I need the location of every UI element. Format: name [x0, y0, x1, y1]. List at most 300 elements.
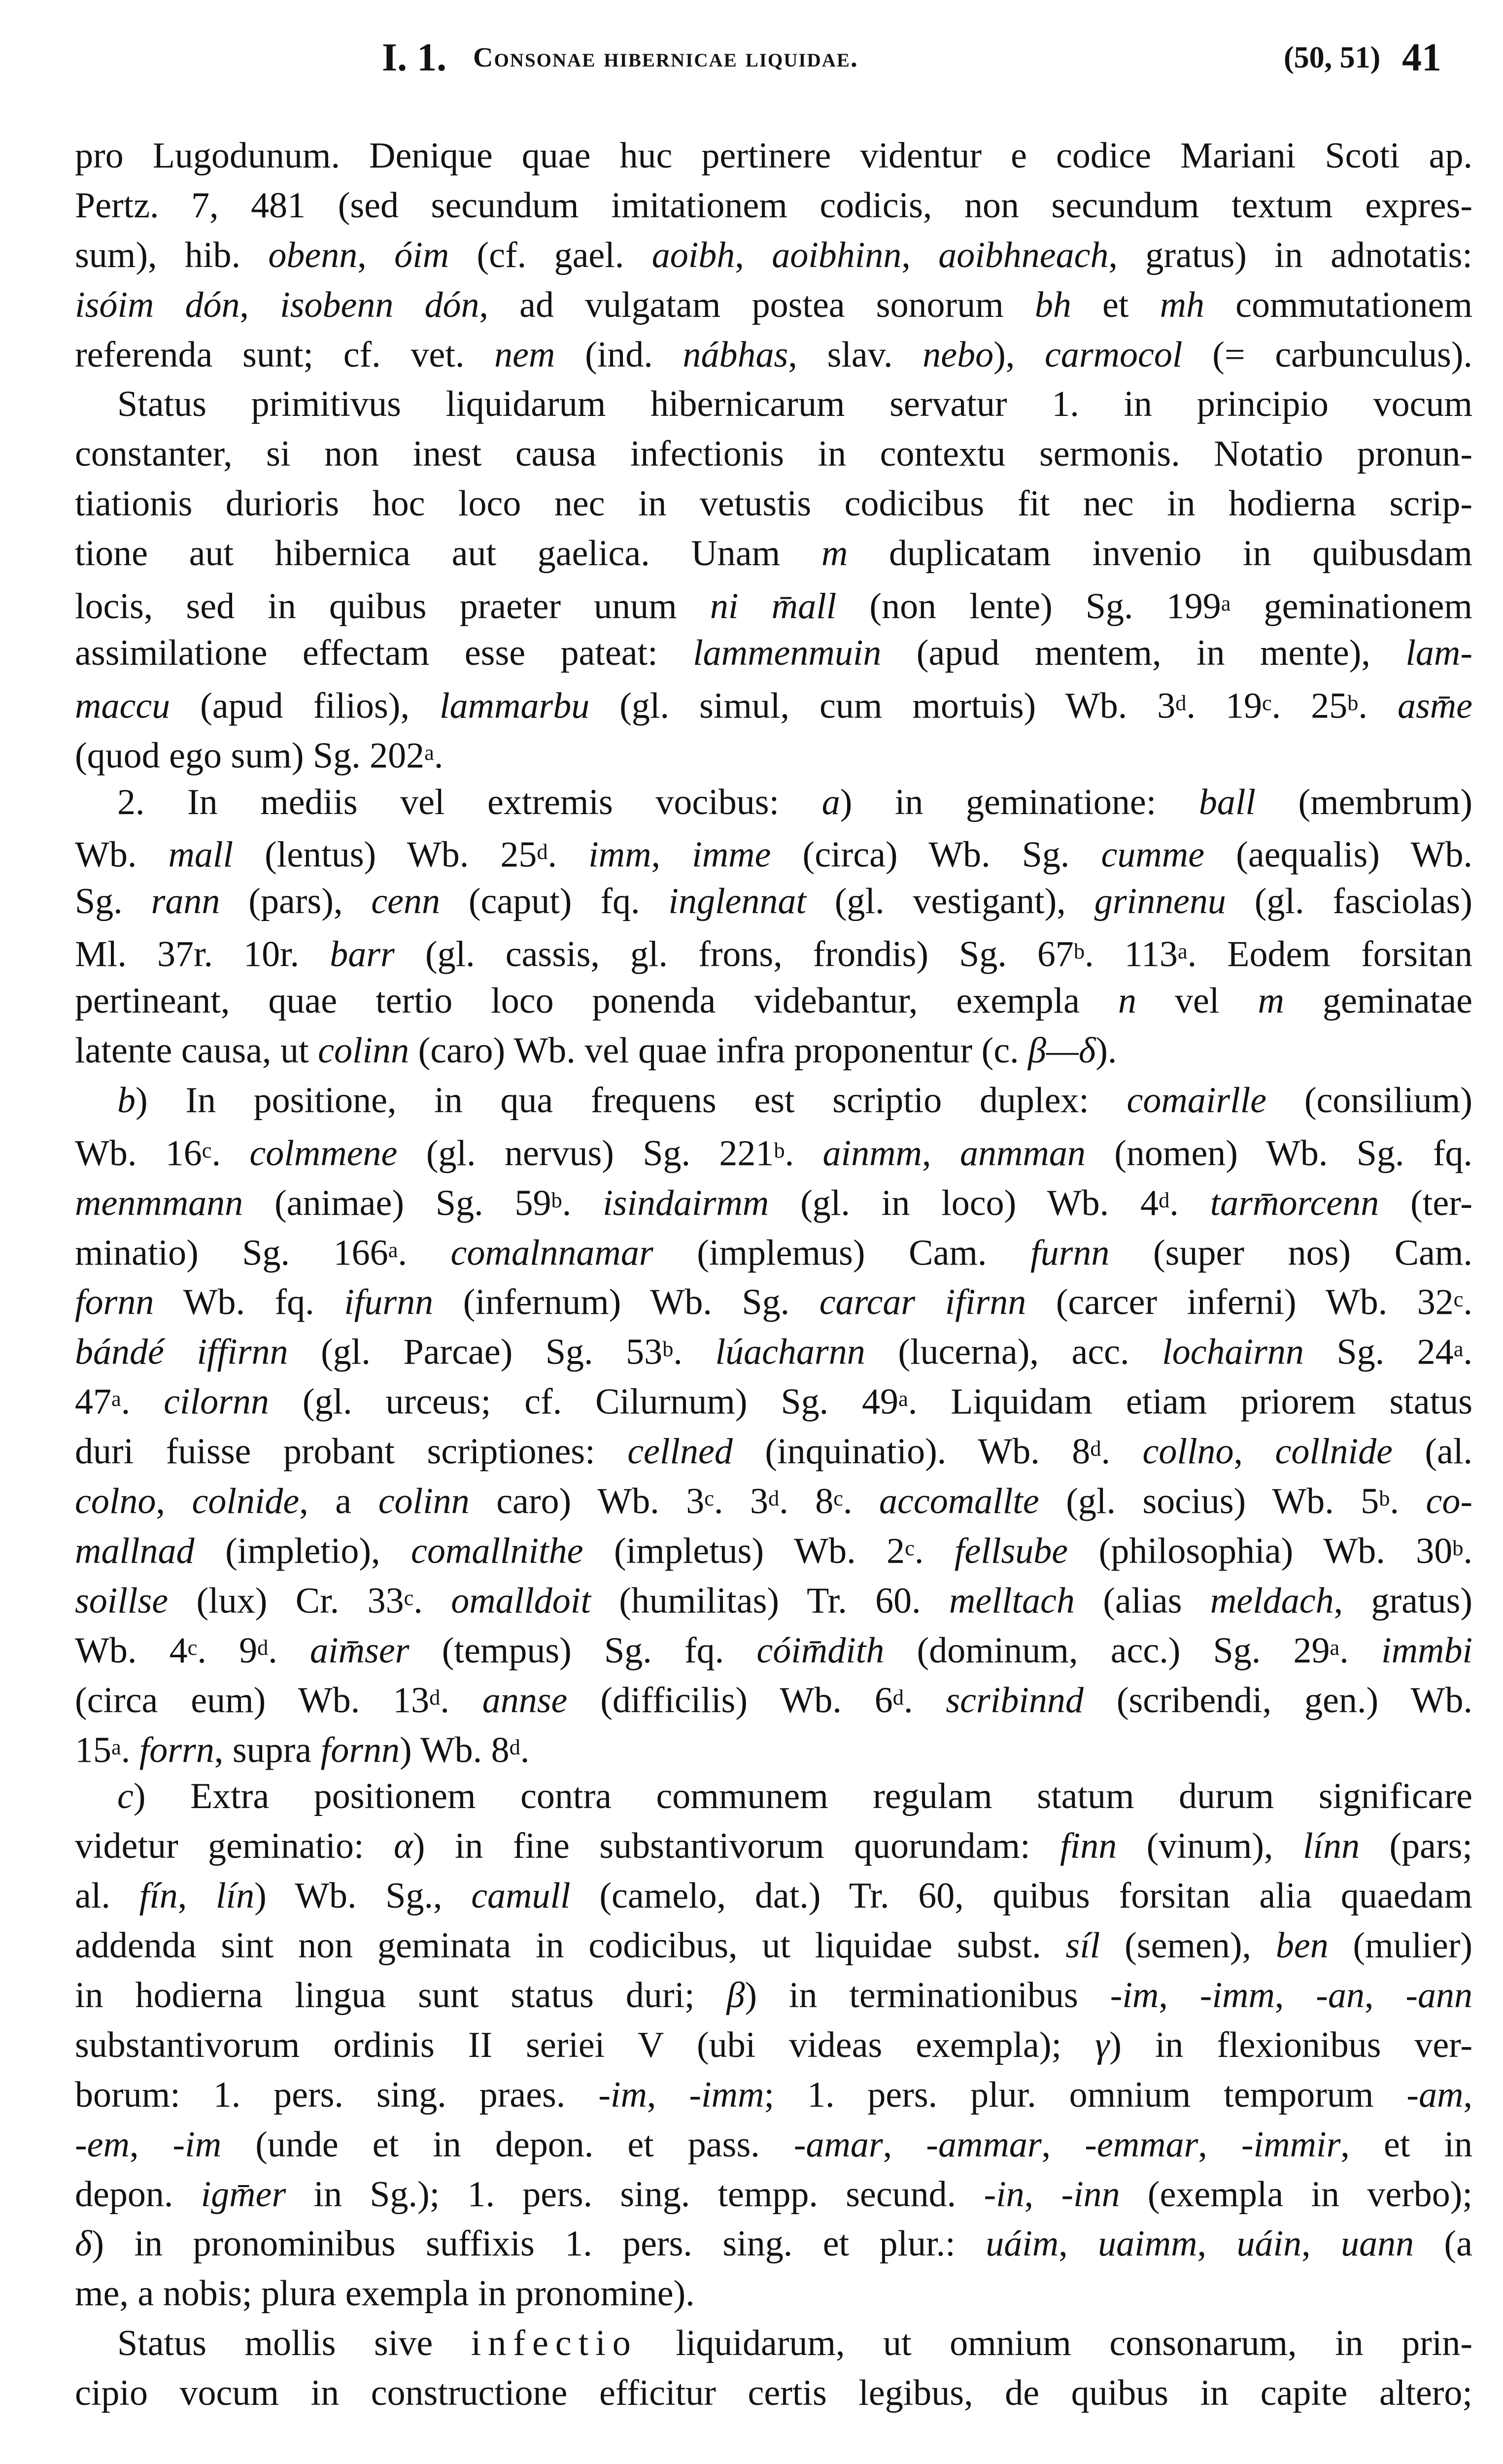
italic-word: accomallte: [879, 1481, 1039, 1522]
italic-word: colinn: [318, 1030, 410, 1071]
text-run: ,: [156, 1481, 192, 1522]
text-run: ; 1. pers. plur. omnium temporum: [764, 2074, 1407, 2115]
text-line: [75, 1026, 1472, 1076]
text-line: [75, 429, 1472, 479]
italic-word: tarm̄orcenn: [1210, 1183, 1379, 1224]
text-line: [75, 2170, 1472, 2220]
italic-word: igm̄er: [201, 2174, 286, 2215]
text-run: ,: [1159, 1975, 1200, 2016]
text-run: tione aut hibernica aut gaelica. Unam: [75, 533, 821, 574]
text-line-content: [75, 728, 443, 781]
italic-word: -imm: [1199, 1975, 1275, 2016]
text-line: [75, 1126, 1472, 1175]
text-run: (impletio),: [194, 1531, 411, 1572]
text-run: .: [413, 1580, 451, 1621]
text-line-content: [75, 330, 1472, 380]
text-run: caro) Wb. 3: [469, 1481, 705, 1522]
text-line: [75, 131, 1472, 181]
text-run: .: [1463, 1282, 1472, 1323]
text-line: [75, 1871, 1472, 1921]
text-line-content: [75, 1623, 1472, 1676]
italic-word: colmmene: [249, 1133, 398, 1174]
text-run: ,: [1463, 2074, 1473, 2115]
text-run: Ml. 37r. 10r.: [75, 934, 330, 975]
italic-word: -amar: [793, 2124, 883, 2165]
text-line-content: [117, 778, 1472, 827]
text-run: ,: [1059, 2224, 1098, 2264]
text-run: . Liquidam etiam priorem status: [908, 1381, 1473, 1422]
text-run: (mulier): [1328, 1925, 1472, 1966]
italic-word: a: [821, 782, 840, 822]
text-line-content: [117, 1076, 1472, 1126]
text-run: .: [785, 1133, 823, 1174]
italic-word: carmocol: [1044, 334, 1183, 375]
text-line-content: [75, 2219, 1472, 2269]
text-run: ) in pronominibus suffixis 1. pers. sing. et plur.:: [92, 2224, 986, 2264]
superscript: d: [892, 1684, 904, 1710]
italic-word: immbi: [1381, 1630, 1473, 1671]
paragraph-range: (50, 51): [1284, 41, 1381, 74]
text-run: substantivorum ordinis II seriei V (ubi videas exempla);: [75, 2024, 1095, 2065]
italic-word: nem: [494, 334, 555, 375]
italic-word: nábhas: [683, 334, 788, 375]
text-run: ) Wb. 8: [400, 1730, 510, 1771]
italic-word: colno: [75, 1481, 156, 1522]
text-run: referenda sunt; cf. vet.: [75, 334, 495, 375]
text-run: (circa eum) Wb. 13: [75, 1680, 430, 1721]
text-line: [75, 2368, 1472, 2418]
italic-word: -im: [1110, 1975, 1159, 2016]
text-run: .: [121, 1381, 164, 1422]
text-run: (scribendi, gen.) Wb.: [1083, 1680, 1473, 1721]
italic-word: rann: [151, 881, 220, 922]
text-run: latente causa, ut: [75, 1030, 318, 1071]
text-run: pertineant, quae tertio loco ponenda videbantur, exempla: [75, 981, 1119, 1022]
text-run: ,: [1041, 2124, 1085, 2165]
text-run: (camelo, dat.) Tr. 60, quibus forsitan alia quaedam: [570, 1876, 1472, 1916]
italic-word: -ann: [1405, 1975, 1473, 2016]
text-run: 2. In mediis vel extremis vocibus:: [117, 782, 822, 822]
superscript: a: [1221, 591, 1231, 616]
text-run: me, a nobis; plura exempla in pronomine).: [75, 2273, 695, 2314]
superscript: d: [1090, 1436, 1101, 1461]
italic-word: aoibhinn: [772, 235, 902, 275]
superscript: d: [429, 1684, 441, 1710]
text-line-content: [75, 1274, 1472, 1327]
text-run: sum), hib.: [75, 235, 269, 275]
text-line-content: [75, 1673, 1472, 1725]
text-run: (infernum) Wb. Sg.: [433, 1282, 820, 1323]
italic-word: colnide: [192, 1481, 300, 1522]
superscript: c: [833, 1486, 843, 1511]
text-line: [75, 976, 1472, 1026]
text-run: .: [903, 1680, 946, 1721]
text-run: depon.: [75, 2174, 201, 2215]
running-title: Consonae hibernicae liquidae.: [473, 42, 858, 73]
italic-word: fellsube: [954, 1531, 1068, 1572]
text-line: [75, 1821, 1472, 1871]
text-run: (vinum),: [1117, 1826, 1303, 1867]
italic-word: annse: [482, 1680, 568, 1721]
text-run: .: [562, 1183, 603, 1224]
text-run: (lucerna), acc.: [865, 1332, 1162, 1372]
text-line-content: [75, 2269, 695, 2319]
text-run: 15: [75, 1730, 111, 1771]
italic-word: uaimm: [1098, 2224, 1197, 2264]
text-run: .: [1463, 1332, 1473, 1372]
text-line: [117, 778, 1472, 827]
text-line-content: [75, 1424, 1472, 1476]
text-line: [75, 1573, 1472, 1623]
italic-word: lochairnn: [1162, 1332, 1304, 1372]
text-run: assimilatione effectam esse pateat:: [75, 632, 693, 673]
italic-word: co-: [1426, 1481, 1472, 1522]
text-line: [75, 2070, 1472, 2120]
text-run: Sg. 24: [1303, 1332, 1454, 1372]
text-line-content: [75, 1921, 1472, 1971]
italic-word: lúacharnn: [715, 1332, 865, 1372]
italic-word: cilornn: [164, 1381, 269, 1422]
text-run: ,: [1364, 1975, 1406, 2016]
text-line: [75, 1722, 1472, 1772]
text-run: vel: [1136, 981, 1258, 1022]
text-run: locis, sed in quibus praeter unum: [75, 586, 710, 627]
text-run: (alias: [1074, 1580, 1210, 1621]
text-run: (= carbunculus).: [1182, 334, 1472, 375]
italic-word: comairlle: [1127, 1080, 1267, 1121]
text-line-content: [75, 1573, 1472, 1626]
text-run: ,: [1197, 2224, 1237, 2264]
text-run: ,: [883, 2124, 926, 2165]
italic-word: finn: [1060, 1826, 1117, 1867]
text-line: [75, 1921, 1472, 1971]
text-run: duri fuisse probant scriptiones:: [75, 1431, 628, 1472]
italic-word: ben: [1275, 1925, 1329, 1966]
text-run: geminationem: [1230, 586, 1472, 627]
text-run: ,: [1274, 1975, 1316, 2016]
text-run: (animae) Sg. 59: [243, 1183, 551, 1224]
text-run: (caput) fq.: [440, 881, 669, 922]
text-line: [117, 1772, 1472, 1821]
text-line-content: [75, 976, 1472, 1026]
text-line: [75, 1374, 1472, 1424]
text-run: ,: [922, 1133, 960, 1174]
text-run: (consilium): [1266, 1080, 1472, 1121]
text-line-content: [75, 429, 1472, 479]
text-line: [117, 379, 1472, 429]
italic-word: meldach: [1210, 1580, 1334, 1621]
text-line-content: [75, 1473, 1472, 1526]
text-line: [75, 1673, 1472, 1722]
text-run: .: [1101, 1431, 1143, 1472]
superscript: d: [257, 1635, 269, 1660]
italic-word: c: [117, 1776, 134, 1817]
italic-word: α: [393, 1826, 413, 1867]
text-run: ) In positione, in qua frequens est scriptio duplex:: [136, 1080, 1127, 1121]
text-run: Status primitivus liquidarum hibernicarum servatur 1. in principio vocum: [117, 384, 1472, 425]
italic-word: cumme: [1101, 835, 1205, 875]
text-run: (pars;: [1360, 1826, 1472, 1867]
text-run: geminatae: [1284, 981, 1473, 1022]
text-line-content: [117, 2319, 1472, 2368]
italic-word: omalldoit: [451, 1580, 591, 1621]
text-run: ,: [735, 235, 772, 275]
text-run: ).: [1095, 1030, 1117, 1071]
italic-word: maccu: [75, 685, 171, 726]
text-run: (non lente) Sg. 199: [836, 586, 1221, 627]
superscript: b: [774, 1137, 785, 1163]
superscript: b: [1379, 1486, 1390, 1511]
superscript: c: [704, 1486, 714, 1511]
superscript: a: [424, 740, 434, 765]
text-line-content: [75, 1026, 1117, 1076]
text-run: (a: [1414, 2224, 1473, 2264]
text-line-content: [75, 926, 1472, 979]
text-run: ,: [901, 235, 939, 275]
italic-word: bándé iffirnn: [75, 1332, 288, 1372]
text-run: (aequalis) Wb.: [1204, 835, 1473, 875]
text-run: ,: [647, 2074, 689, 2115]
text-line-content: [75, 877, 1472, 926]
text-run: Wb. 16: [75, 1133, 202, 1174]
text-run: .: [1390, 1481, 1426, 1522]
italic-word: m: [1258, 981, 1284, 1022]
italic-word: camull: [471, 1876, 571, 1916]
italic-word: línn: [1302, 1826, 1360, 1867]
text-line: [75, 529, 1472, 579]
superscript: b: [1452, 1535, 1464, 1560]
text-line: [75, 1473, 1472, 1523]
superscript: c: [1262, 690, 1272, 715]
superscript: d: [768, 1486, 780, 1511]
italic-word: comalnnamar: [450, 1232, 653, 1273]
text-run: cipio vocum in constructione efficitur certis legibus, de quibus in capite altero;: [75, 2373, 1472, 2414]
italic-word: δ: [75, 2224, 92, 2264]
text-line-content: [75, 181, 1472, 231]
text-run: , ad vulgatam postea sonorum: [479, 284, 1035, 325]
italic-word: -im: [598, 2074, 647, 2115]
italic-word: β—δ: [1028, 1030, 1096, 1071]
text-run: in hodierna lingua sunt status duri;: [75, 1975, 727, 2016]
superscript: a: [1177, 939, 1188, 964]
italic-word: imme: [692, 835, 771, 875]
italic-word: -emmar: [1085, 2124, 1198, 2165]
text-line-content: [75, 231, 1472, 280]
italic-word: melltach: [949, 1580, 1075, 1621]
text-line: [75, 1225, 1472, 1275]
superscript: a: [111, 1386, 121, 1411]
italic-word: isindairmm: [603, 1183, 769, 1224]
text-run: tiationis durioris hoc loco nec in vetustis codicibus fit nec in hodierna scrip-: [75, 483, 1472, 524]
superscript: b: [1347, 690, 1359, 715]
italic-word: nebo: [922, 334, 994, 375]
text-run: (semen),: [1100, 1925, 1276, 1966]
text-line: [75, 678, 1472, 728]
text-run: commutationem: [1204, 284, 1473, 325]
text-run: liquidarum, ut omnium consonarum, in prin-: [637, 2323, 1473, 2364]
italic-word: aim̄ser: [310, 1630, 410, 1671]
text-run: ,: [129, 2124, 173, 2165]
text-run: minatio) Sg. 166: [75, 1232, 388, 1273]
text-run: Wb. 4: [75, 1630, 188, 1671]
text-run: (implemus) Cam.: [653, 1232, 1031, 1273]
text-run: (exempla in verbo);: [1120, 2174, 1473, 2215]
superscript: c: [905, 1535, 915, 1560]
text-run: videtur geminatio:: [75, 1826, 394, 1867]
superscript: c: [1453, 1287, 1464, 1312]
text-run: (cf. gael.: [449, 235, 652, 275]
text-run: 47: [75, 1381, 111, 1422]
superscript: d: [537, 839, 548, 864]
italic-word: ball: [1198, 782, 1256, 822]
text-line: [75, 2120, 1472, 2170]
text-run: ) in flexionibus ver-: [1109, 2024, 1472, 2065]
text-run: .: [1463, 1531, 1472, 1572]
text-run: .: [121, 1730, 139, 1771]
text-run: (membrum): [1256, 782, 1472, 822]
italic-word: soillse: [75, 1580, 169, 1621]
text-line-content: [75, 1175, 1472, 1228]
italic-word: lín: [216, 1876, 255, 1916]
text-run: (quod ego sum) Sg. 202: [75, 735, 425, 776]
text-run: . Eodem forsitan: [1187, 934, 1472, 975]
text-run: (super nos) Cam.: [1109, 1232, 1472, 1273]
italic-word: ifurnn: [344, 1282, 434, 1323]
text-line-content: [75, 1871, 1472, 1921]
text-run: (dominum, acc.) Sg. 29: [884, 1630, 1330, 1671]
italic-word: aoibh: [651, 235, 735, 275]
text-line-content: [75, 579, 1472, 631]
text-run: (difficilis) Wb. 6: [567, 1680, 893, 1721]
italic-word: imm: [588, 835, 651, 875]
text-line-content: [75, 529, 1472, 579]
italic-word: obenn: [268, 235, 358, 275]
text-run: (unde et in depon. et pass.: [221, 2124, 794, 2165]
text-line-content: [75, 1126, 1472, 1178]
text-run: (gl. simul, cum mortuis) Wb. 3: [589, 685, 1176, 726]
italic-word: grinnenu: [1094, 881, 1226, 922]
text-run: .: [398, 1232, 451, 1273]
text-run: al.: [75, 1876, 139, 1916]
text-line: [75, 231, 1472, 280]
italic-word: uáim: [986, 2224, 1059, 2264]
text-line-content: [75, 2120, 1472, 2170]
italic-word: -imm: [689, 2074, 764, 2115]
italic-word: n: [1118, 981, 1137, 1022]
superscript: a: [1330, 1635, 1340, 1660]
text-line: [75, 728, 1472, 778]
text-line: [75, 1971, 1472, 2020]
text-run: ),: [993, 334, 1045, 375]
text-line-content: [75, 2070, 1472, 2120]
superscript: d: [1159, 1187, 1170, 1212]
italic-word: cenn: [371, 881, 440, 922]
italic-word: scribinnd: [946, 1680, 1084, 1721]
italic-word: lam-: [1405, 632, 1472, 673]
superscript: a: [388, 1237, 398, 1262]
text-run: (ter-: [1379, 1183, 1473, 1224]
text-line: [75, 2269, 1472, 2319]
text-run: . 19: [1186, 685, 1262, 726]
text-run: (gl. socius) Wb. 5: [1039, 1481, 1379, 1522]
text-line: [75, 1175, 1472, 1225]
body-text: [75, 131, 1472, 2418]
superscript: b: [551, 1187, 562, 1212]
italic-word: -em: [75, 2124, 130, 2165]
text-run: (tempus) Sg. fq.: [409, 1630, 757, 1671]
text-run: ) in fine substantivorum quorundam:: [412, 1826, 1060, 1867]
text-run: (nomen) Wb. Sg. fq.: [1085, 1133, 1473, 1174]
superscript: a: [1453, 1336, 1464, 1362]
text-line: [75, 877, 1472, 926]
text-line: [75, 2219, 1472, 2269]
italic-word: síl: [1065, 1925, 1100, 1966]
text-line: [117, 1076, 1472, 1126]
text-line-content: [75, 280, 1472, 330]
italic-word: ni m̄all: [710, 586, 837, 627]
italic-word: lammarbu: [439, 685, 590, 726]
text-run: (al.: [1392, 1431, 1472, 1472]
italic-word: mallnad: [75, 1531, 195, 1572]
text-run: . 3: [714, 1481, 769, 1522]
text-line: [75, 1324, 1472, 1374]
text-run: addenda sint non geminata in codicibus, ut liquidae subst.: [75, 1925, 1066, 1966]
italic-word: inglennat: [668, 881, 806, 922]
text-run: (humilitas) Tr. 60.: [590, 1580, 950, 1621]
text-run: , a: [299, 1481, 378, 1522]
text-run: .: [211, 1133, 250, 1174]
italic-word: β: [726, 1975, 745, 2016]
text-line-content: [75, 2170, 1472, 2220]
italic-word: mh: [1160, 284, 1205, 325]
superscript: b: [1073, 939, 1085, 964]
superscript: c: [404, 1585, 414, 1610]
text-line-content: [75, 1523, 1472, 1576]
text-line: [75, 181, 1472, 231]
text-run: .: [673, 1332, 716, 1372]
italic-word: m: [821, 533, 848, 574]
text-line: [75, 1424, 1472, 1473]
text-run: (gl. nervus) Sg. 221: [397, 1133, 774, 1174]
text-line: [75, 1274, 1472, 1324]
text-line: [75, 926, 1472, 976]
text-run: et: [1071, 284, 1160, 325]
text-line: [75, 827, 1472, 877]
text-line-content: [75, 2368, 1472, 2418]
italic-word: carcar ifirnn: [819, 1282, 1026, 1323]
text-line: [75, 579, 1472, 628]
text-run: infectio: [471, 2323, 638, 2364]
text-run: ) in terminationibus: [745, 1975, 1110, 2016]
text-run: ,: [1024, 2174, 1061, 2215]
text-run: ,: [1301, 2224, 1341, 2264]
text-run: . 25: [1271, 685, 1348, 726]
text-line-content: [75, 131, 1472, 181]
text-line-content: [75, 827, 1472, 880]
superscript: d: [1175, 690, 1187, 715]
text-run: .: [434, 735, 444, 776]
text-run: pro Lugodunum. Denique quae huc pertinere videntur e codice Mariani Scoti ap.: [75, 136, 1472, 176]
text-run: (gl. Parcae) Sg. 53: [288, 1332, 663, 1372]
text-run: , gratus): [1333, 1580, 1473, 1621]
text-run: Status mollis sive: [117, 2323, 471, 2364]
italic-word: cóim̄dith: [756, 1630, 885, 1671]
text-run: ,: [239, 284, 280, 325]
text-run: Wb. fq.: [154, 1282, 344, 1323]
text-run: . 113: [1085, 934, 1178, 975]
text-line-content: [75, 479, 1472, 529]
italic-word: isóim dón: [75, 284, 240, 325]
